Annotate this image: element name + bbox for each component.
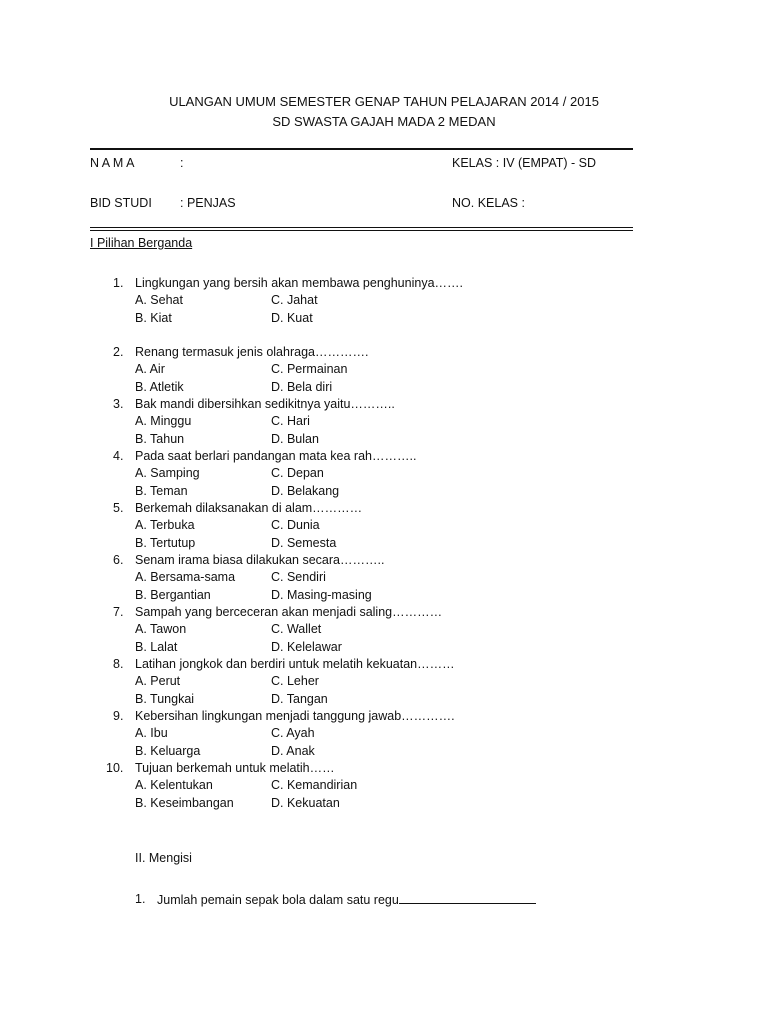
fill-question-number: 1.: [135, 892, 146, 906]
option-a: A. Sehat: [135, 293, 183, 307]
option-a: A. Samping: [135, 466, 200, 480]
fill-question-text: Jumlah pemain sepak bola dalam satu regu: [157, 893, 399, 907]
option-d: D. Kelelawar: [271, 640, 342, 654]
option-b: B. Tertutup: [135, 536, 196, 550]
option-a: A. Minggu: [135, 414, 192, 428]
info-divider-top: [90, 227, 633, 228]
option-b: B. Keluarga: [135, 744, 201, 758]
option-b: B. Bergantian: [135, 588, 211, 602]
option-d: D. Anak: [271, 744, 315, 758]
option-c: C. Jahat: [271, 293, 318, 307]
question-text: Latihan jongkok dan berdiri untuk melatih kekuatan………: [135, 657, 455, 671]
option-c: C. Dunia: [271, 518, 320, 532]
option-b: B. Lalat: [135, 640, 178, 654]
option-c: C. Hari: [271, 414, 310, 428]
option-c: C. Leher: [271, 674, 319, 688]
question-number: 10.: [106, 761, 124, 775]
question-text: Lingkungan yang bersih akan membawa penghuninya…….: [135, 276, 463, 290]
option-c: C. Depan: [271, 466, 324, 480]
fill-question: [157, 891, 536, 908]
question-number: 8.: [113, 657, 124, 671]
question-text: Kebersihan lingkungan menjadi tanggung jawab………….: [135, 709, 455, 723]
option-b: B. Tungkai: [135, 692, 195, 706]
question-text: Pada saat berlari pandangan mata kea rah………..: [135, 449, 417, 463]
option-a: A. Bersama-sama: [135, 570, 236, 584]
bid-studi-label: BID STUDI: [90, 196, 152, 210]
section1-heading: I Pilihan Berganda: [90, 236, 193, 250]
question-number: 9.: [113, 709, 124, 723]
section2-heading: II. Mengisi: [135, 851, 192, 865]
nama-label: N A M A: [90, 156, 135, 170]
kelas-field: KELAS : IV (EMPAT) - SD: [452, 156, 597, 170]
question-text: Renang termasuk jenis olahraga………….: [135, 345, 369, 359]
option-b: B. Atletik: [135, 380, 184, 394]
option-d: D. Kuat: [271, 311, 313, 325]
option-a: A. Air: [135, 362, 165, 376]
option-d: D. Bulan: [271, 432, 319, 446]
exam-title: ULANGAN UMUM SEMESTER GENAP TAHUN PELAJARAN 2014 / 2015: [169, 94, 599, 109]
bid-studi-value: : PENJAS: [180, 196, 236, 210]
question-text: Senam irama biasa dilakukan secara………..: [135, 553, 385, 567]
option-d: D. Semesta: [271, 536, 337, 550]
no-kelas-field: NO. KELAS :: [452, 196, 525, 210]
nama-colon: :: [180, 156, 184, 170]
option-c: C. Kemandirian: [271, 778, 358, 792]
option-d: D. Belakang: [271, 484, 340, 498]
option-d: D. Bela diri: [271, 380, 333, 394]
option-b: B. Keseimbangan: [135, 796, 234, 810]
header-divider: [90, 148, 633, 150]
question-number: 4.: [113, 449, 124, 463]
answer-blank[interactable]: [399, 891, 536, 904]
option-c: C. Sendiri: [271, 570, 326, 584]
question-number: 7.: [113, 605, 124, 619]
question-text: Tujuan berkemah untuk melatih……: [135, 761, 335, 775]
info-divider-bottom: [90, 230, 633, 231]
school-name: SD SWASTA GAJAH MADA 2 MEDAN: [272, 114, 496, 129]
question-number: 2.: [113, 345, 124, 359]
question-number: 6.: [113, 553, 124, 567]
option-d: D. Kekuatan: [271, 796, 340, 810]
question-number: 5.: [113, 501, 124, 515]
option-a: A. Tawon: [135, 622, 187, 636]
option-b: B. Tahun: [135, 432, 185, 446]
option-c: C. Permainan: [271, 362, 348, 376]
option-d: D. Masing-masing: [271, 588, 372, 602]
option-a: A. Terbuka: [135, 518, 195, 532]
question-text: Bak mandi dibersihkan sedikitnya yaitu………..: [135, 397, 395, 411]
question-number: 1.: [113, 276, 124, 290]
option-c: C. Wallet: [271, 622, 322, 636]
option-a: A. Ibu: [135, 726, 168, 740]
option-b: B. Teman: [135, 484, 188, 498]
option-b: B. Kiat: [135, 311, 172, 325]
option-a: A. Perut: [135, 674, 181, 688]
option-c: C. Ayah: [271, 726, 315, 740]
option-d: D. Tangan: [271, 692, 328, 706]
question-text: Berkemah dilaksanakan di alam…………: [135, 501, 363, 515]
option-a: A. Kelentukan: [135, 778, 213, 792]
question-text: Sampah yang berceceran akan menjadi saling…………: [135, 605, 443, 619]
question-number: 3.: [113, 397, 124, 411]
